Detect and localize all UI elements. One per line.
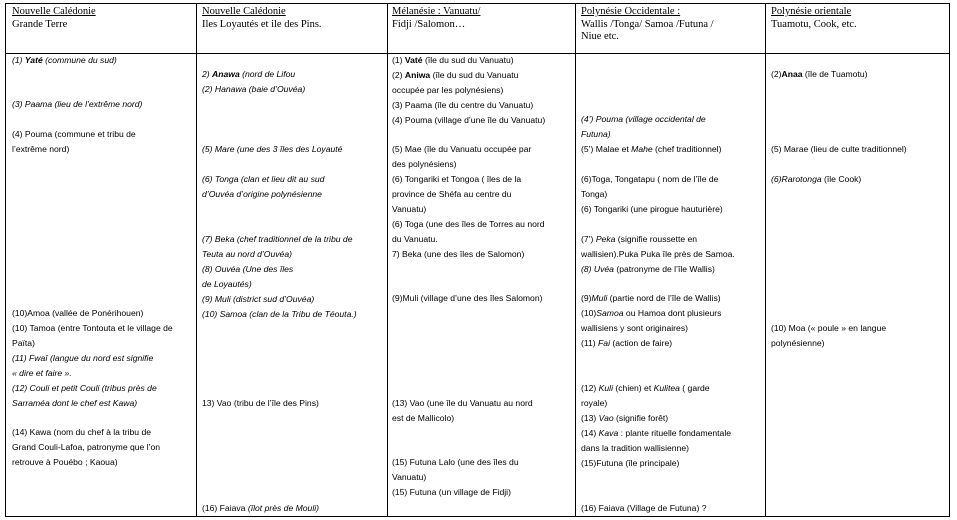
table-entry: (2)Anaa (île de Tuamotu) bbox=[771, 69, 868, 79]
header-subtitle: Grande Terre bbox=[12, 18, 68, 30]
table-entry: (5’) Malae et Mahe (chef traditionnel) bbox=[581, 144, 722, 154]
header-subtitle: Wallis /Tonga/ Samoa /Futuna / bbox=[581, 18, 714, 30]
table-entry: (5) Marae (lieu de culte traditionnel) bbox=[771, 144, 907, 154]
header-subtitle: Tuamotu, Cook, etc. bbox=[771, 18, 857, 30]
header-col-2 bbox=[202, 6, 322, 31]
table-entry: (7’) Peka (signifie roussette en wallisien).Puka Puka île près de Samoa. (8) Uvéa (patronyme de l’île Wallis) bbox=[581, 234, 735, 274]
table-entry: (10)Amoa (vallée de Ponérihouen) bbox=[12, 308, 144, 318]
header-title: Nouvelle Calédonie bbox=[12, 6, 96, 17]
column-divider bbox=[575, 4, 576, 516]
table-entry: (1) Vaté (île du sud du Vanuatu) (2) Aniwa (île du sud du Vanuatu occupée par les polynésiens) (3) Paama (île du centre du Vanuatu) (4) Pouma (village d’une île du Vanuatu) bbox=[392, 55, 546, 125]
table-entry: (14) Kawa (nom du chef à la tribu de Grand Couli-Lafoa, patronyme que l’on retrouve à Pouébo ; Kaoua) bbox=[12, 427, 161, 467]
column-divider bbox=[387, 4, 388, 516]
table-entry: (4’) Pouma (village occidental de Futuna) bbox=[581, 114, 706, 139]
table-entry: (16) Faiava (îlot près de Mouli) bbox=[202, 503, 320, 513]
header-subtitle: Niue etc. bbox=[581, 31, 619, 42]
comparison-table bbox=[5, 3, 950, 517]
table-entry: (6)Rarotonga (île Cook) bbox=[771, 174, 862, 184]
column-divider bbox=[765, 4, 766, 516]
table-entry: (7) Beka (chef traditionnel de la tribu de Teuta au nord d’Ouvéa) (8) Ouvéa (Une des îles de Loyautés) (9) Muli (district sud d’Ouvéa) (10) Samoa (clan de la Tribu de Téouta.) bbox=[202, 234, 357, 319]
header-title: Nouvelle Calédonie bbox=[202, 6, 286, 17]
table-entry: (9)Muli (village d’une des îles Salomon) bbox=[392, 293, 543, 303]
header-col-5 bbox=[771, 6, 857, 31]
table-entry: (4) Pouma (commune et tribu de l’extrême nord) bbox=[12, 129, 136, 154]
header-subtitle: Iles Loyautés et ile des Pins. bbox=[202, 18, 322, 30]
header-title: Polynésie Occidentale : bbox=[581, 6, 681, 17]
header-title: Mélanésie : Vanuatu/ bbox=[392, 6, 481, 17]
table-entry: (13) Vao (une île du Vanuatu au nord est de Mallicolo) bbox=[392, 398, 533, 423]
table-entry: (16) Faiava (Village de Futuna) ? bbox=[581, 503, 707, 513]
table-entry: (10) Tamoa (entre Tontouta et le village de Païta) bbox=[12, 323, 173, 348]
table-entry: (11) Fwaî (langue du nord est signifie « dire et faire ». bbox=[12, 353, 154, 378]
table-entry: (3) Paama (lieu de l’extrême nord) bbox=[12, 99, 143, 109]
header-col-4 bbox=[581, 6, 714, 44]
header-title: Polynésie orientale bbox=[771, 6, 852, 17]
table-entry: (15) Futuna Lalo (une des îles du Vanuatu) (15) Futuna (un village de Fidji) bbox=[392, 457, 519, 497]
table-entry: (6) Tonga (clan et lieu dit au sud d’Ouvéa d’origine polynésienne bbox=[202, 174, 325, 199]
table-entry: (9)Muli (partie nord de l’île de Wallis) (10)Samoa ou Hamoa dont plusieurs wallisiens y sont originaires) (11) Fai (action de faire) bbox=[581, 293, 722, 348]
table-entry: (12) Couli et petit Couli (tribus près de Sarraméa dont le chef est Kawa) bbox=[12, 383, 157, 408]
table-entry: (6)Toga, Tongatapu ( nom de l’île de Tonga) (6) Tongariki (une pirogue hauturière) bbox=[581, 174, 723, 214]
column-divider bbox=[196, 4, 197, 516]
header-col-1 bbox=[12, 6, 96, 31]
table-entry: (10) Moa (« poule » en langue polynésienne) bbox=[771, 323, 887, 348]
table-entry: (1) Yaté (commune du sud) bbox=[12, 55, 117, 65]
header-col-3 bbox=[392, 6, 480, 31]
table-entry: (5) Mae (île du Vanuatu occupée par des polynésiens) (6) Tongariki et Tongoa ( îles de la province de Shéfa au centre du Vanuatu) (6) Toga (une des îles de Torres au nord du Vanuatu. 7) Beka (une des îles de Salomon) bbox=[392, 144, 545, 259]
table-entry: 2) Anawa (nord de Lifou (2) Hanawa (baie d’Ouvéa) bbox=[202, 69, 306, 94]
table-entry: (5) Mare (une des 3 îles des Loyauté bbox=[202, 144, 343, 154]
table-entry: (12) Kuli (chien) et Kulitea ( garde royale) (13) Vao (signifie forêt) (14) Kava : plante rituelle fondamentale dans la tradition wallisienne) (15)Futuna (île principale) bbox=[581, 383, 732, 468]
header-subtitle: Fidji /Salomon… bbox=[392, 18, 466, 30]
table-entry: 13) Vao (tribu de l’île des Pins) bbox=[202, 398, 319, 408]
